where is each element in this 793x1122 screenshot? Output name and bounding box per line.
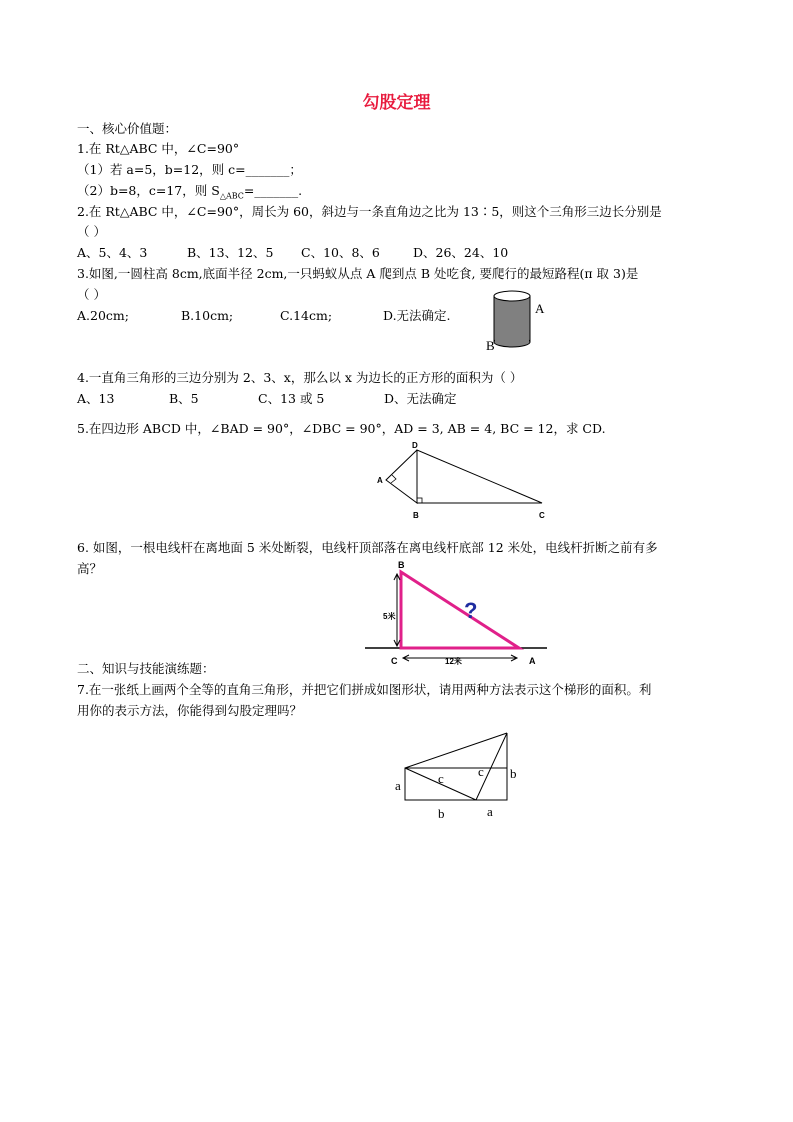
trap-label-c-lower: c [438, 771, 444, 786]
trap-label-c-upper: c [478, 764, 484, 779]
q1-part2-sub: △ABC [219, 191, 244, 201]
q3-paren: （ ） [77, 287, 106, 302]
cylinder-top [494, 291, 530, 301]
q3-option-b: B.10cm; [181, 308, 234, 323]
trapezoid-figure [390, 730, 530, 825]
q2-paren: （ ） [77, 224, 106, 239]
right-angle-a [391, 475, 396, 483]
section-heading-1: 一、核心价值题： [77, 121, 178, 136]
right-angle-b [417, 498, 422, 503]
q6-line1: 6. 如图，一根电线杆在离地面 5 米处断裂，电线杆顶部落在离电线杆底部 12 米处，电线杆折断之前有多 [77, 540, 658, 555]
q7-line2: 用你的表示方法，你能得到勾股定理吗？ [77, 703, 303, 718]
q4-option-a: A、13 [77, 391, 115, 406]
q4-option-d: D、无法确定 [384, 391, 457, 406]
q1-part2 [77, 183, 302, 205]
q3-option-c: C.14cm; [280, 308, 333, 323]
trap-label-a-left: a [395, 778, 401, 793]
pole-label-b: B [398, 560, 405, 570]
question-mark: ? [464, 598, 478, 623]
q4-option-c: C、13 或 5 [258, 391, 325, 406]
q4-stem: 4.一直角三角形的三边分别为 2、3、x，那么以 x 为边长的正方形的面积为（ ） [77, 370, 523, 385]
pole-label-base: 12米 [445, 657, 462, 666]
label-c: C [539, 511, 545, 520]
trap-label-b-right: b [510, 766, 517, 781]
cylinder-label-b: B [486, 338, 495, 353]
q4-option-b: B、5 [169, 391, 199, 406]
q1-part1: （1）若 a=5，b=12，则 c=_______； [77, 162, 302, 177]
pole-figure [365, 556, 555, 668]
q6-line2: 高？ [77, 561, 103, 576]
cylinder-label-a: A [535, 301, 545, 316]
label-b: B [413, 511, 419, 520]
trap-label-b-bottom: b [438, 806, 445, 821]
q5-stem: 5.在四边形 ABCD 中，∠BAD = 90°，∠DBC = 90°，AD = 3, AB = 4, BC = 12，求 CD. [77, 421, 606, 436]
q1-part2-pre: （2）b=8，c=17，则 S [77, 183, 220, 198]
quadrilateral-figure [372, 440, 552, 522]
q2-option-a: A、5、4、3 [77, 245, 148, 260]
trapezoid-base-rect [405, 768, 507, 800]
q7-line1: 7.在一张纸上画两个全等的直角三角形，并把它们拼成如图形状，请用两种方法表示这个梯形的面积。利 [77, 682, 652, 697]
q2-option-d: D、26、24、10 [413, 245, 509, 260]
label-a: A [377, 476, 383, 485]
q2-option-b: B、13、12、5 [187, 245, 274, 260]
cylinder-figure [480, 288, 550, 353]
top-edge [405, 733, 507, 768]
q1-stem: 1.在 Rt△ABC 中，∠C=90° [77, 141, 240, 156]
q3-stem: 3.如图,一圆柱高 8cm,底面半径 2cm,一只蚂蚁从点 A 爬到点 B 处吃食, 要爬行的最短路程(π 取 3)是 [77, 266, 639, 281]
page-title: 勾股定理 [362, 93, 431, 113]
quadrilateral-lines [386, 450, 542, 503]
label-d: D [412, 441, 418, 450]
q2-option-c: C、10、8、6 [301, 245, 380, 260]
pole-label-height: 5米 [383, 612, 396, 621]
section-heading-2: 二、知识与技能演练题： [77, 661, 215, 676]
q3-option-d: D.无法确定. [383, 308, 451, 323]
q3-option-a: A.20cm; [77, 308, 129, 323]
q2-stem: 2.在 Rt△ABC 中，∠C=90°，周长为 60，斜边与一条直角边之比为 13∶5，则这个三角形三边长分别是 [77, 204, 662, 219]
q1-part2-post: =_______. [243, 183, 303, 198]
pole-label-c: C [391, 656, 398, 666]
pole-label-a: A [529, 656, 536, 666]
trap-label-a-bottom: a [487, 804, 493, 819]
pole-triangle [401, 572, 519, 648]
